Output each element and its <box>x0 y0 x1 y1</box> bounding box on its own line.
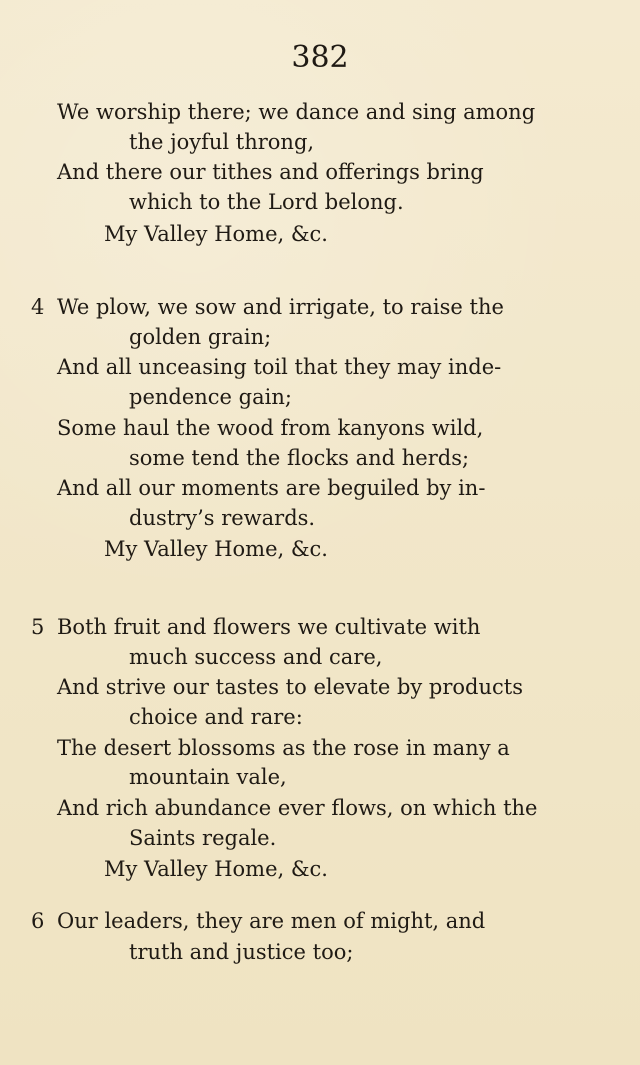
verse-line-text: We plow, we sow and irrigate, to raise the <box>57 295 504 319</box>
verse-number: 4 <box>31 295 45 319</box>
verse-line: golden grain; <box>129 325 272 349</box>
chorus-line: My Valley Home, &c. <box>104 537 328 561</box>
chorus-line: My Valley Home, &c. <box>104 222 328 246</box>
verse-line: And all unceasing toil that they may inde- <box>57 355 502 379</box>
verse-line: which to the Lord belong. <box>129 190 404 214</box>
verse-line: much success and care, <box>129 645 383 669</box>
chorus-line: My Valley Home, &c. <box>104 857 328 881</box>
page-number: 382 <box>291 40 349 75</box>
verse-line-text: Our leaders, they are men of might, and <box>57 909 486 933</box>
verse-number: 6 <box>31 909 45 933</box>
verse-line: And rich abundance ever flows, on which the <box>57 796 538 820</box>
verse-line: the joyful throng, <box>129 130 315 154</box>
verse-line: And there our tithes and offerings bring <box>57 160 484 184</box>
verse-line: Some haul the wood from kanyons wild, <box>57 416 484 440</box>
verse-line: The desert blossoms as the rose in many a <box>57 736 510 760</box>
verse-line: dustry’s rewards. <box>129 506 316 530</box>
verse-number: 5 <box>31 615 45 639</box>
verse-line: some tend the flocks and herds; <box>129 446 470 470</box>
verse-line: And all our moments are beguiled by in- <box>57 476 486 500</box>
verse-line <box>0 293 640 321</box>
verse-line <box>0 907 640 935</box>
verse-line: And strive our tastes to elevate by products <box>57 675 523 699</box>
verse-line: mountain vale, <box>129 765 287 789</box>
verse-line: Saints regale. <box>129 826 277 850</box>
verse-line: truth and justice too; <box>129 940 354 964</box>
verse-line: pendence gain; <box>129 385 292 409</box>
verse-line: choice and rare: <box>129 705 303 729</box>
verse-line: We worship there; we dance and sing among <box>57 100 536 124</box>
verse-line <box>0 613 640 641</box>
verse-line-text: Both fruit and flowers we cultivate with <box>57 615 481 639</box>
